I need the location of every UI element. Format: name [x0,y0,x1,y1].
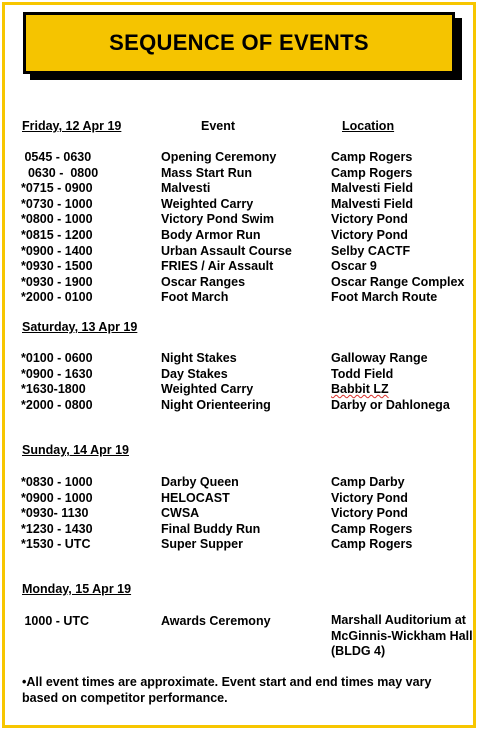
event-time: *0930- 1130 [21,506,89,521]
event-time: *1630-1800 [21,382,86,397]
event-location: Oscar 9 [331,259,377,274]
event-location: Camp Darby [331,475,405,489]
footnote: •All event times are approximate. Event start and end times may vary based on competitor performance. [22,675,432,705]
event-row [0,490,483,506]
day-header-sunday: Sunday, 14 Apr 19 [22,443,129,457]
event-row [0,180,483,196]
event-row [0,243,483,259]
event-name: Foot March [161,290,229,305]
event-name: Victory Pond Swim [161,212,274,227]
event-row [0,505,483,521]
event-location: Marshall Auditorium at McGinnis-Wickham Hall (BLDG 4) [331,613,473,658]
event-row [0,289,483,305]
event-name: Super Supper [161,537,243,552]
location-column-header: Location [342,119,395,133]
event-time: *0800 - 1000 [21,212,93,227]
event-location: Victory Pond [331,506,408,521]
event-name: Night Orienteering [161,397,271,412]
event-name: Mass Start Run [161,165,252,180]
event-row [0,258,483,274]
event-time: 0630 - 0800 [21,165,99,180]
event-name: Body Armor Run [161,228,261,242]
event-location: Victory Pond [331,490,408,505]
event-time: 0545 - 0630 [21,150,92,164]
event-name: Night Stakes [161,351,237,365]
event-location: Foot March Route [331,290,438,305]
event-location: Oscar Range Complex [331,274,465,289]
page-title: SEQUENCE OF EVENTS [109,30,369,55]
event-column-header: Event [201,119,236,133]
event-row [0,149,483,165]
event-location: Malvesti Field [331,181,413,196]
event-name: HELOCAST [161,490,230,505]
event-time: *0830 - 1000 [21,475,93,489]
event-location: Galloway Range [331,351,428,365]
event-row [0,196,483,212]
event-location: Darby or Dahlonega [331,397,450,412]
event-row [0,227,483,243]
event-row [0,521,483,537]
event-name: Darby Queen [161,475,239,489]
event-name: Awards Ceremony [161,614,271,628]
title-banner [23,12,455,74]
event-time: *1530 - UTC [21,537,91,552]
event-time: *0900 - 1400 [21,243,93,258]
event-location: Victory Pond [331,212,408,227]
event-time: *0900 - 1000 [21,490,93,505]
event-name: Final Buddy Run [161,521,261,536]
day-header-friday: Friday, 12 Apr 19 [22,119,122,133]
event-location: Malvesti Field [331,196,413,211]
event-name: CWSA [161,506,200,521]
event-time: *0900 - 1630 [21,366,93,381]
event-name: Opening Ceremony [161,150,277,164]
event-time: *0100 - 0600 [21,351,93,365]
event-name: FRIES / Air Assault [161,259,274,274]
day-header-monday: Monday, 15 Apr 19 [22,582,132,596]
event-row [0,613,483,658]
event-time: *2000 - 0800 [21,397,93,412]
event-location: Camp Rogers [331,537,413,552]
event-time: *0715 - 0900 [21,181,93,196]
event-location: Camp Rogers [331,165,413,180]
event-row [0,474,483,490]
event-row [0,397,483,413]
event-location: Victory Pond [331,228,408,242]
event-row [0,211,483,227]
event-name: Day Stakes [161,366,228,381]
event-name: Urban Assault Course [161,243,292,258]
event-time: *0730 - 1000 [21,196,93,211]
event-time: *0930 - 1900 [21,274,93,289]
event-row [0,536,483,552]
day-header-saturday: Saturday, 13 Apr 19 [22,320,138,334]
event-row [0,350,483,366]
event-location: Todd Field [331,366,394,381]
event-location: Camp Rogers [331,150,413,164]
event-row [0,274,483,290]
event-time: *0930 - 1500 [21,259,93,274]
event-location: Camp Rogers [331,521,413,536]
event-time: 1000 - UTC [21,614,90,628]
event-location: Babbit LZ [331,382,389,397]
event-row [0,381,483,397]
event-name: Weighted Carry [161,196,254,211]
event-name: Oscar Ranges [161,274,246,289]
event-time: *1230 - 1430 [21,521,93,536]
event-row [0,165,483,181]
event-name: Weighted Carry [161,382,254,397]
event-time: *2000 - 0100 [21,290,93,305]
event-time: *0815 - 1200 [21,228,93,242]
event-location: Selby CACTF [331,243,411,258]
event-name: Malvesti [161,181,211,196]
event-row [0,366,483,382]
